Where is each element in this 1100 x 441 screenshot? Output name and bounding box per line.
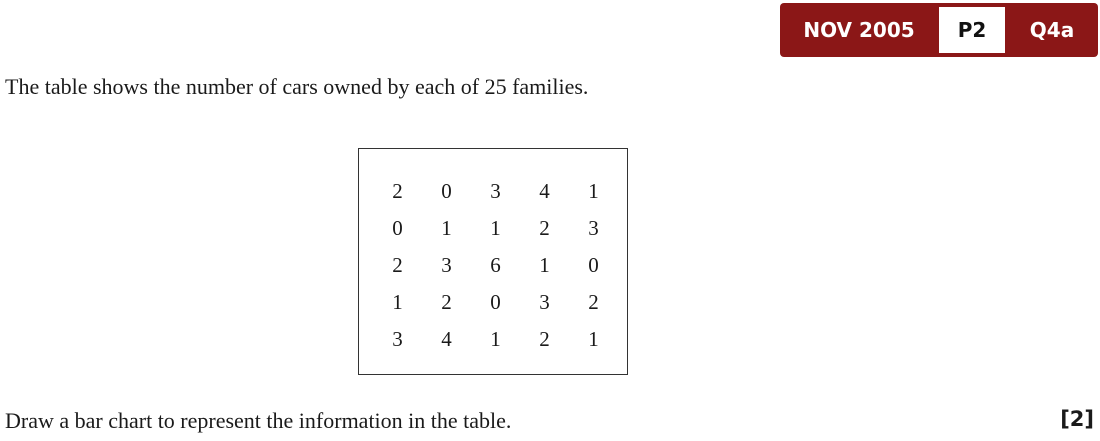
- table-row: [373, 210, 618, 247]
- table-cell: 3: [441, 253, 452, 277]
- table-cell: 4: [441, 327, 452, 351]
- table-cell: 2: [539, 327, 550, 351]
- table-cell: 0: [441, 179, 452, 203]
- table-cell: 2: [441, 290, 452, 314]
- table-cell: 1: [441, 216, 452, 240]
- marks-label: [2]: [1060, 407, 1094, 431]
- table-cell: 0: [490, 290, 501, 314]
- table-cell: 6: [490, 253, 501, 277]
- table-cell: 1: [490, 216, 501, 240]
- table-row: [373, 284, 618, 321]
- exam-reference-badge: [780, 3, 1098, 57]
- table-cell: 1: [588, 327, 599, 351]
- table-cell: 3: [490, 179, 501, 203]
- table-cell: 1: [392, 290, 403, 314]
- table-cell: 2: [392, 253, 403, 277]
- table-cell: 3: [392, 327, 403, 351]
- question-task-text: Draw a bar chart to represent the information in the table.: [5, 408, 512, 433]
- paper-number-label: P2: [939, 7, 1005, 53]
- table-cell: 1: [588, 179, 599, 203]
- table-cell: 2: [588, 290, 599, 314]
- table-row: [373, 173, 618, 210]
- table-cell: 2: [392, 179, 403, 203]
- table-cell: 1: [490, 327, 501, 351]
- table-cell: 0: [392, 216, 403, 240]
- cars-data-grid: [373, 173, 618, 358]
- question-number-label: Q4a: [1029, 18, 1075, 42]
- cars-data-table: [358, 148, 628, 375]
- table-row: [373, 247, 618, 284]
- question-intro-text: The table shows the number of cars owned by each of 25 families.: [5, 74, 589, 99]
- table-cell: 4: [539, 179, 550, 203]
- table-cell: 1: [539, 253, 550, 277]
- table-cell: 0: [588, 253, 599, 277]
- table-cell: 3: [588, 216, 599, 240]
- table-row: [373, 321, 618, 358]
- table-cell: 2: [539, 216, 550, 240]
- exam-date-label: NOV 2005: [803, 18, 915, 42]
- table-cell: 3: [539, 290, 550, 314]
